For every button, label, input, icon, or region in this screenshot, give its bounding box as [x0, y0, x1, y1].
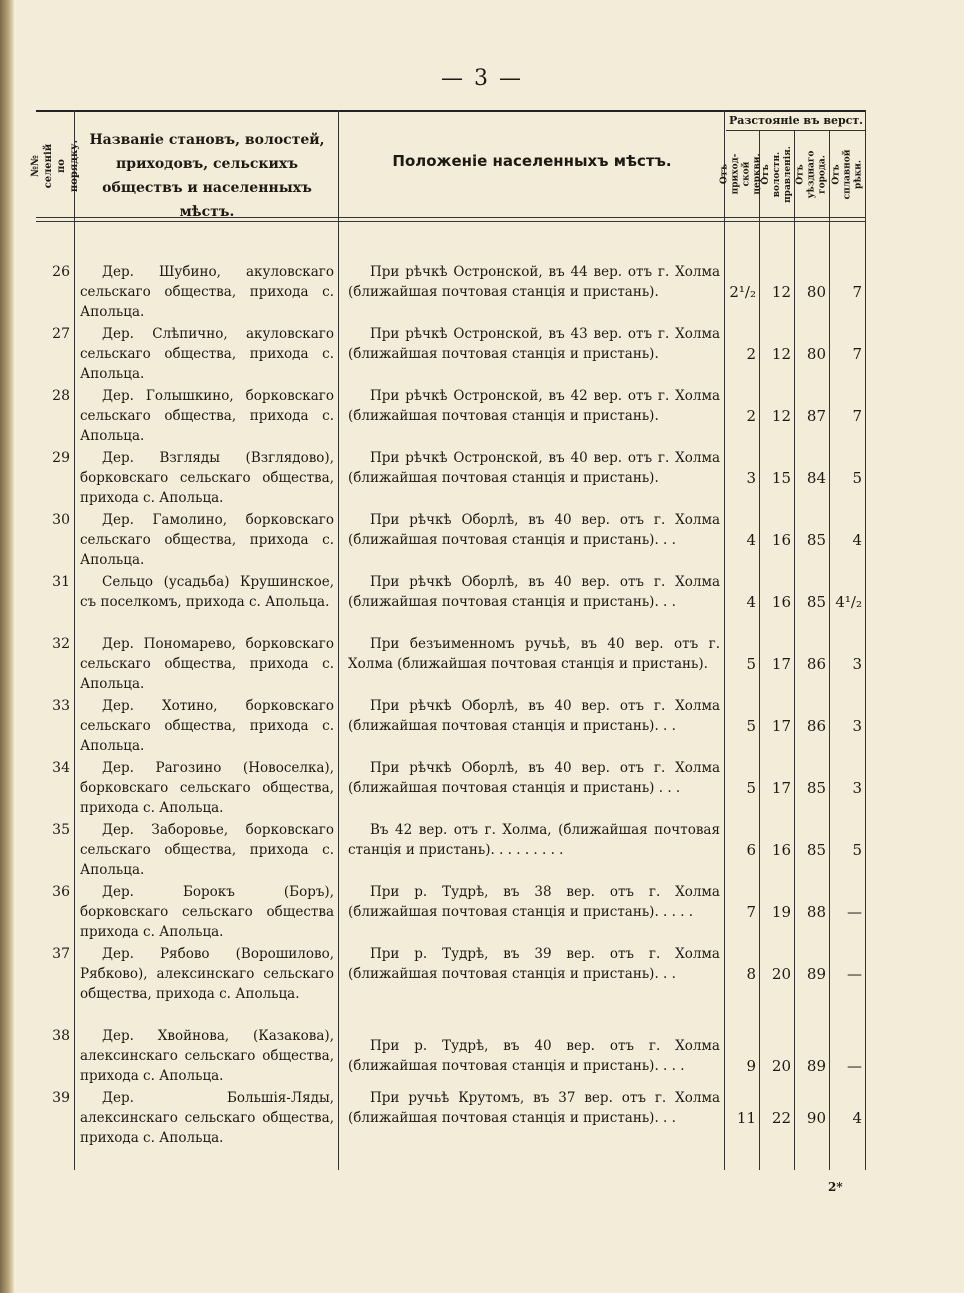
dist-volost: 17	[771, 779, 791, 797]
dist-church: 5	[746, 655, 756, 673]
header-dist-town	[795, 132, 829, 216]
settlement-name: Дер. Слѣпично, акуловскаго сельскаго общества, прихода с. Апольца.	[80, 326, 334, 382]
row-number: 29	[52, 450, 70, 466]
dist-church: 2	[746, 407, 756, 425]
row-number: 26	[52, 264, 70, 280]
settlement-position: При рѣчкѣ Оборлѣ, въ 40 вер. отъ г. Холма (ближайшая почтовая станція и пристань). . .	[348, 698, 720, 734]
row-number: 32	[52, 636, 70, 652]
dist-river: 7	[852, 407, 862, 425]
dist-church: 2¹/₂	[729, 283, 756, 301]
dist-town: 85	[806, 779, 826, 797]
settlement-position: При р. Тудрѣ, въ 38 вер. отъ г. Холма (ближайшая почтовая станція и пристань). . . . .	[348, 884, 720, 920]
header-dist-river-label: Отъ сплавной рѣки.	[831, 149, 863, 199]
dist-river: —	[847, 965, 862, 983]
dist-town: 88	[806, 903, 826, 921]
row-number: 36	[52, 884, 70, 900]
settlement-name: Дер. Пономарево, борковскаго сельскаго общества, прихода с. Апольца.	[80, 636, 334, 692]
dist-volost: 17	[771, 717, 791, 735]
dist-town: 86	[806, 717, 826, 735]
dist-church: 4	[746, 593, 756, 611]
dist-volost: 16	[771, 841, 791, 859]
dist-town: 86	[806, 655, 826, 673]
row-number: 39	[52, 1090, 70, 1106]
table-row	[36, 262, 866, 324]
settlement-position: При рѣчкѣ Остронской, въ 43 вер. отъ г. Холма (ближайшая почтовая станція и пристань).	[348, 326, 720, 362]
settlement-position: При рѣчкѣ Оборлѣ, въ 40 вер. отъ г. Холма (ближайшая почтовая станція и пристань). . .	[348, 574, 720, 610]
settlement-position: При рѣчкѣ Оборлѣ, въ 40 вер. отъ г. Холма (ближайшая почтовая станція и пристань) . . .	[348, 760, 720, 796]
dist-town: 84	[806, 469, 826, 487]
settlement-name: Дер. Взгляды (Взглядово), борковскаго сельскаго общества, прихода с. Апольца.	[80, 450, 334, 506]
header-distance-group: Разстояніе въ верст.	[728, 114, 864, 127]
dist-river: 3	[852, 717, 862, 735]
row-number: 30	[52, 512, 70, 528]
dist-town: 80	[806, 283, 826, 301]
dist-town: 89	[806, 1057, 826, 1075]
table-row	[36, 1088, 866, 1150]
dist-river: 3	[852, 655, 862, 673]
dist-volost: 19	[771, 903, 791, 921]
settlement-position: При безъименномъ ручьѣ, въ 40 вер. отъ г. Холма (ближайшая почтовая станція и пристань).	[348, 636, 720, 672]
dist-volost: 20	[771, 965, 791, 983]
dist-town: 85	[806, 841, 826, 859]
dist-river: —	[847, 1057, 862, 1075]
dist-town: 89	[806, 965, 826, 983]
header-distance-rule	[726, 130, 866, 131]
dist-river: —	[847, 903, 862, 921]
row-number: 37	[52, 946, 70, 962]
row-number: 27	[52, 326, 70, 342]
dist-volost: 15	[771, 469, 791, 487]
settlement-name: Дер. Гамолино, борковскаго сельскаго общества, прихода с. Апольца.	[80, 512, 334, 568]
gazetteer-table	[30, 110, 866, 1170]
dist-town: 87	[806, 407, 826, 425]
dist-river: 4¹/₂	[835, 593, 862, 611]
dist-volost: 22	[771, 1109, 791, 1127]
settlement-position: При рѣчкѣ Оборлѣ, въ 40 вер. отъ г. Холма (ближайшая почтовая станція и пристань). . .	[348, 512, 720, 548]
dist-church: 2	[746, 345, 756, 363]
row-number: 35	[52, 822, 70, 838]
table-row	[36, 386, 866, 448]
dist-town: 85	[806, 593, 826, 611]
settlement-name: Дер. Голышкино, борковскаго сельскаго общества, прихода с. Апольца.	[80, 388, 334, 444]
row-number: 34	[52, 760, 70, 776]
table-row	[36, 944, 866, 1026]
table-row	[36, 634, 866, 696]
settlement-name: Дер. Шубино, акуловскаго сельскаго общества, прихода с. Апольца.	[80, 264, 334, 320]
dist-river: 5	[852, 469, 862, 487]
table-top-rule	[36, 110, 866, 112]
header-dist-river	[830, 132, 865, 216]
dist-town: 90	[806, 1109, 826, 1127]
page-binding-edge	[0, 0, 14, 1293]
dist-volost: 17	[771, 655, 791, 673]
settlement-position: Въ 42 вер. отъ г. Холма, (ближайшая почтовая станція и пристань). . . . . . . . .	[348, 822, 720, 858]
settlement-position: При рѣчкѣ Остронской, въ 40 вер. отъ г. Холма (ближайшая почтовая станція и пристань).	[348, 450, 720, 486]
settlement-name: Дер. Большія-Ляды, алексинскаго сельскаго общества, прихода с. Апольца.	[80, 1090, 334, 1146]
header-name-column: Названіе становъ, волостей, приходовъ, сельскихъ обществъ и населенныхъ мѣстъ.	[89, 132, 325, 220]
table-row	[36, 510, 866, 572]
dist-church: 8	[746, 965, 756, 983]
settlement-position: При ручьѣ Крутомъ, въ 37 вер. отъ г. Холма (ближайшая почтовая станція и пристань). . .	[348, 1090, 720, 1126]
dist-river: 4	[852, 531, 862, 549]
row-number: 28	[52, 388, 70, 404]
dist-volost: 16	[771, 531, 791, 549]
dist-church: 4	[746, 531, 756, 549]
header-position-column: Положеніе населенныхъ мѣстъ.	[392, 152, 672, 170]
table-row	[36, 324, 866, 386]
settlement-position: При р. Тудрѣ, въ 39 вер. отъ г. Холма (ближайшая почтовая станція и пристань). . .	[348, 946, 720, 982]
dist-volost: 12	[771, 407, 791, 425]
dist-church: 6	[746, 841, 756, 859]
settlement-name: Сельцо (усадьба) Крушинское, съ поселкомъ, прихода с. Апольца.	[80, 574, 334, 610]
table-row	[36, 696, 866, 758]
dist-river: 3	[852, 779, 862, 797]
header-dist-church	[720, 132, 763, 216]
dist-church: 5	[746, 779, 756, 797]
dist-church: 11	[736, 1109, 756, 1127]
header-dist-church-label: Отъ приход- ской церкви.	[720, 153, 763, 195]
settlement-position: При р. Тудрѣ, въ 40 вер. отъ г. Холма (ближайшая почтовая станція и пристань). . . .	[348, 1038, 720, 1074]
dist-river: 5	[852, 841, 862, 859]
settlement-name: Дер. Борокъ (Боръ), борковскаго сельскаго общества прихода с. Апольца.	[80, 884, 334, 940]
row-number: 33	[52, 698, 70, 714]
table-row	[36, 758, 866, 820]
settlement-name: Дер. Рябово (Ворошилово, Рябково), алексинскаго сельскаго общества, прихода с. Апольца.	[80, 946, 334, 1002]
header-dist-volost	[760, 132, 794, 216]
settlement-name: Дер. Заборовье, борковскаго сельскаго общества, прихода с. Апольца.	[80, 822, 334, 878]
header-dist-town-label: Отъ уѣзднаго города.	[795, 150, 828, 198]
settlement-position: При рѣчкѣ Остронской, въ 42 вер. отъ г. Холма (ближайшая почтовая станція и пристань).	[348, 388, 720, 424]
table-row	[36, 448, 866, 510]
header-dist-volost-label: Отъ волостн. правленія.	[760, 145, 793, 203]
table-row	[36, 1026, 866, 1088]
dist-volost: 16	[771, 593, 791, 611]
dist-town: 85	[806, 531, 826, 549]
printer-signature-mark: 2*	[828, 1180, 843, 1194]
table-row	[36, 882, 866, 944]
dist-river: 4	[852, 1109, 862, 1127]
dist-town: 80	[806, 345, 826, 363]
dist-volost: 12	[771, 345, 791, 363]
row-number: 38	[52, 1028, 70, 1044]
dist-church: 3	[746, 469, 756, 487]
dist-volost: 20	[771, 1057, 791, 1075]
settlement-position: При рѣчкѣ Остронской, въ 44 вер. отъ г. Холма (ближайшая почтовая станція и пристань).	[348, 264, 720, 300]
dist-church: 7	[746, 903, 756, 921]
settlement-name: Дер. Хотино, борковскаго сельскаго общества, прихода с. Апольца.	[80, 698, 334, 754]
dist-church: 5	[746, 717, 756, 735]
table-row	[36, 820, 866, 882]
dist-river: 7	[852, 345, 862, 363]
header-number-label: №№ селеній по порядку.	[30, 139, 81, 193]
dist-volost: 12	[771, 283, 791, 301]
row-number: 31	[52, 574, 70, 590]
page-number: — 3 —	[441, 66, 523, 91]
table-row	[36, 572, 866, 634]
dist-river: 7	[852, 283, 862, 301]
header-number-column	[30, 116, 81, 216]
dist-church: 9	[746, 1057, 756, 1075]
settlement-name: Дер. Хвойнова, (Казакова), алексинскаго сельскаго общества, прихода с. Апольца.	[80, 1028, 334, 1084]
settlement-name: Дер. Рагозино (Новоселка), борковскаго сельскаго общества, прихода с. Апольца.	[80, 760, 334, 816]
